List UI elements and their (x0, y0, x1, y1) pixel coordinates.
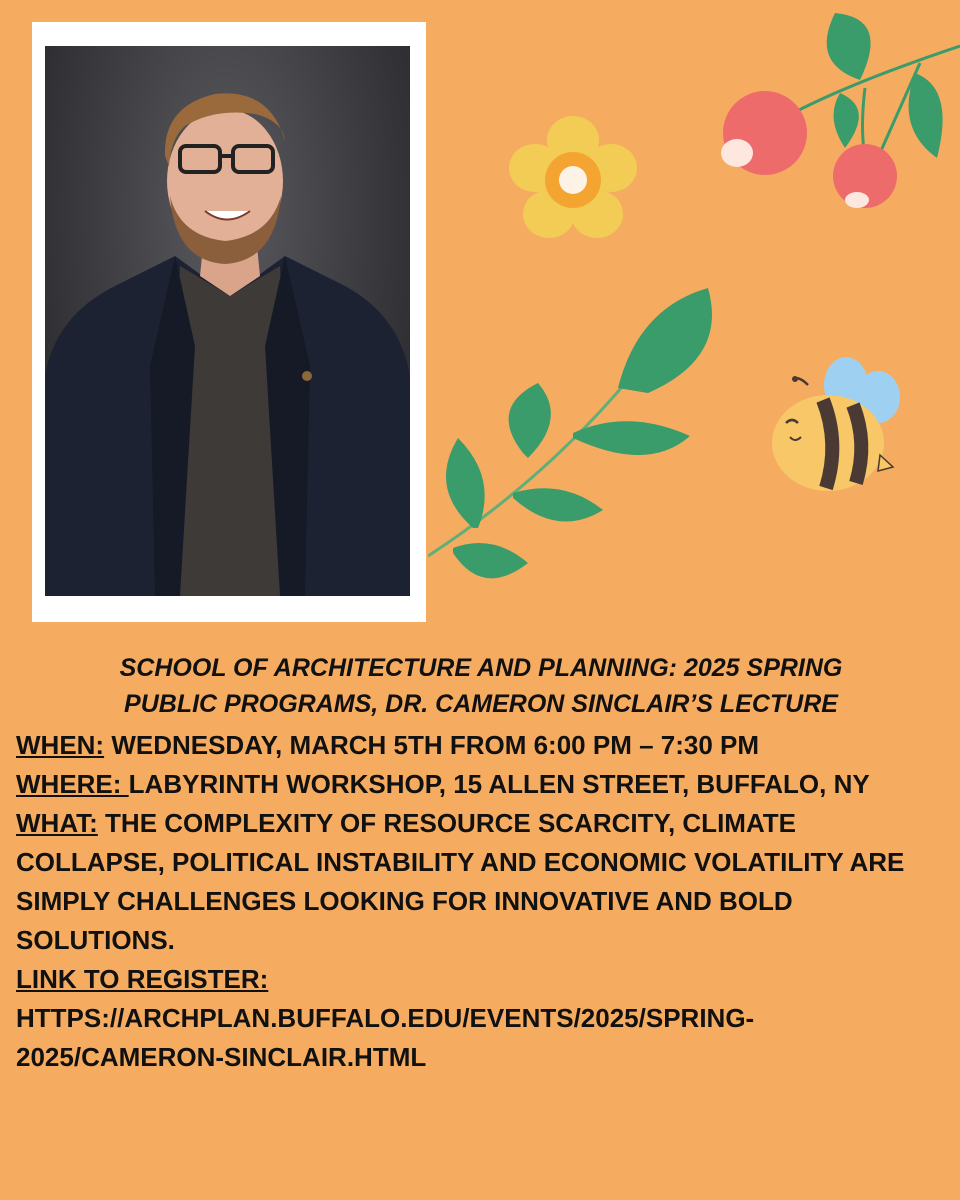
register-link[interactable]: HTTPS://ARCHPLAN.BUFFALO.EDU/EVENTS/2025/SPRING-2025/CAMERON-SINCLAIR.HTML (16, 1003, 755, 1072)
when-label: WHEN: (16, 730, 105, 760)
what-label: WHAT: (16, 808, 98, 838)
where-label: WHERE: (16, 769, 129, 799)
yellow-flower-icon (498, 112, 648, 247)
event-title (16, 650, 946, 722)
red-berries-icon (715, 8, 960, 213)
leaf-branch-icon (428, 288, 718, 598)
portrait-frame (32, 22, 426, 622)
when-value: WEDNESDAY, MARCH 5TH FROM 6:00 PM – 7:30 PM (104, 730, 760, 760)
event-title-line2: PUBLIC PROGRAMS, DR. CAMERON SINCLAIR’S LECTURE (124, 690, 838, 718)
event-details (16, 650, 946, 1077)
what-value: THE COMPLEXITY OF RESOURCE SCARCITY, CLIMATE COLLAPSE, POLITICAL INSTABILITY AND ECONOMIC VOLATILITY ARE SIMPLY CHALLENGES LOOKING FOR INNOVATIVE AND BOLD SOLUTIONS. (16, 808, 905, 955)
portrait-photo (45, 46, 410, 596)
register-label: LINK TO REGISTER: (16, 964, 269, 994)
register-row (16, 960, 946, 999)
bee-icon (768, 355, 903, 495)
where-value: LABYRINTH WORKSHOP, 15 ALLEN STREET, BUFFALO, NY (128, 769, 870, 799)
when-row (16, 726, 946, 765)
portrait-illustration (45, 46, 410, 596)
where-row (16, 765, 946, 804)
event-title-line1: SCHOOL OF ARCHITECTURE AND PLANNING: 2025 SPRING (119, 654, 843, 682)
what-row (16, 804, 946, 960)
